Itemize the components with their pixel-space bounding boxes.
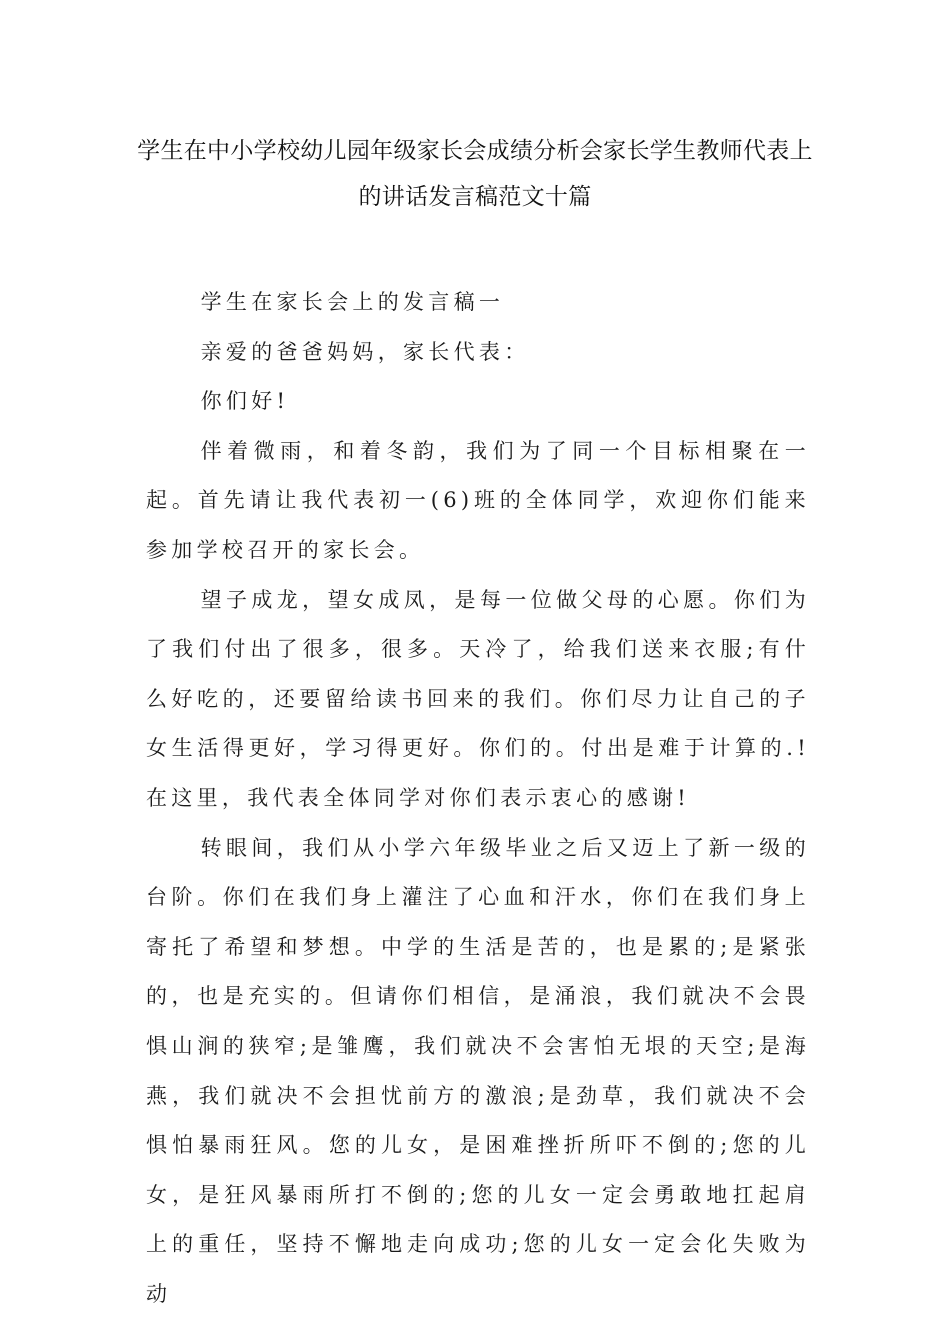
- document-title: 学生在中小学校幼儿园年级家长会成绩分析会家长学生教师代表上的讲话发言稿范文十篇: [137, 138, 813, 210]
- body-paragraph: 望子成龙，望女成凤，是每一位做父母的心愿。你们为了我们付出了很多，很多。天冷了，给我们送来衣服;有什么好吃的，还要留给读书回来的我们。你们尽力让自己的子女生活得更好，学习得更好。你们的。付出是难于计算的.!在这里，我代表全体同学对你们表示衷心的感谢!: [146, 587, 810, 810]
- body-paragraph: 伴着微雨，和着冬韵，我们为了同一个目标相聚在一起。首先请让我代表初一(6)班的全体同学，欢迎你们能来参加学校召开的家长会。: [146, 438, 810, 562]
- document-body: [146, 278, 810, 1319]
- greeting: 你们好!: [200, 389, 290, 414]
- body-paragraph: 转眼间，我们从小学六年级毕业之后又迈上了新一级的台阶。你们在我们身上灌注了心血和汗水，你们在我们身上寄托了希望和梦想。中学的生活是苦的，也是累的;是紧张的，也是充实的。但请你们相信，是涌浪，我们就决不会畏惧山涧的狭窄;是雏鹰，我们就决不会害怕无垠的天空;是海燕，我们就决不会担忧前方的激浪;是劲草，我们就决不会惧怕暴雨狂风。您的儿女，是困难挫折所吓不倒的;您的儿女，是狂风暴雨所打不倒的;您的儿女一定会勇敢地扛起肩上的重任，坚持不懈地走向成功;您的儿女一定会化失败为动: [146, 835, 810, 1306]
- salutation: 亲爱的爸爸妈妈，家长代表：: [200, 339, 530, 364]
- section-heading: 学生在家长会上的发言稿一: [200, 290, 505, 314]
